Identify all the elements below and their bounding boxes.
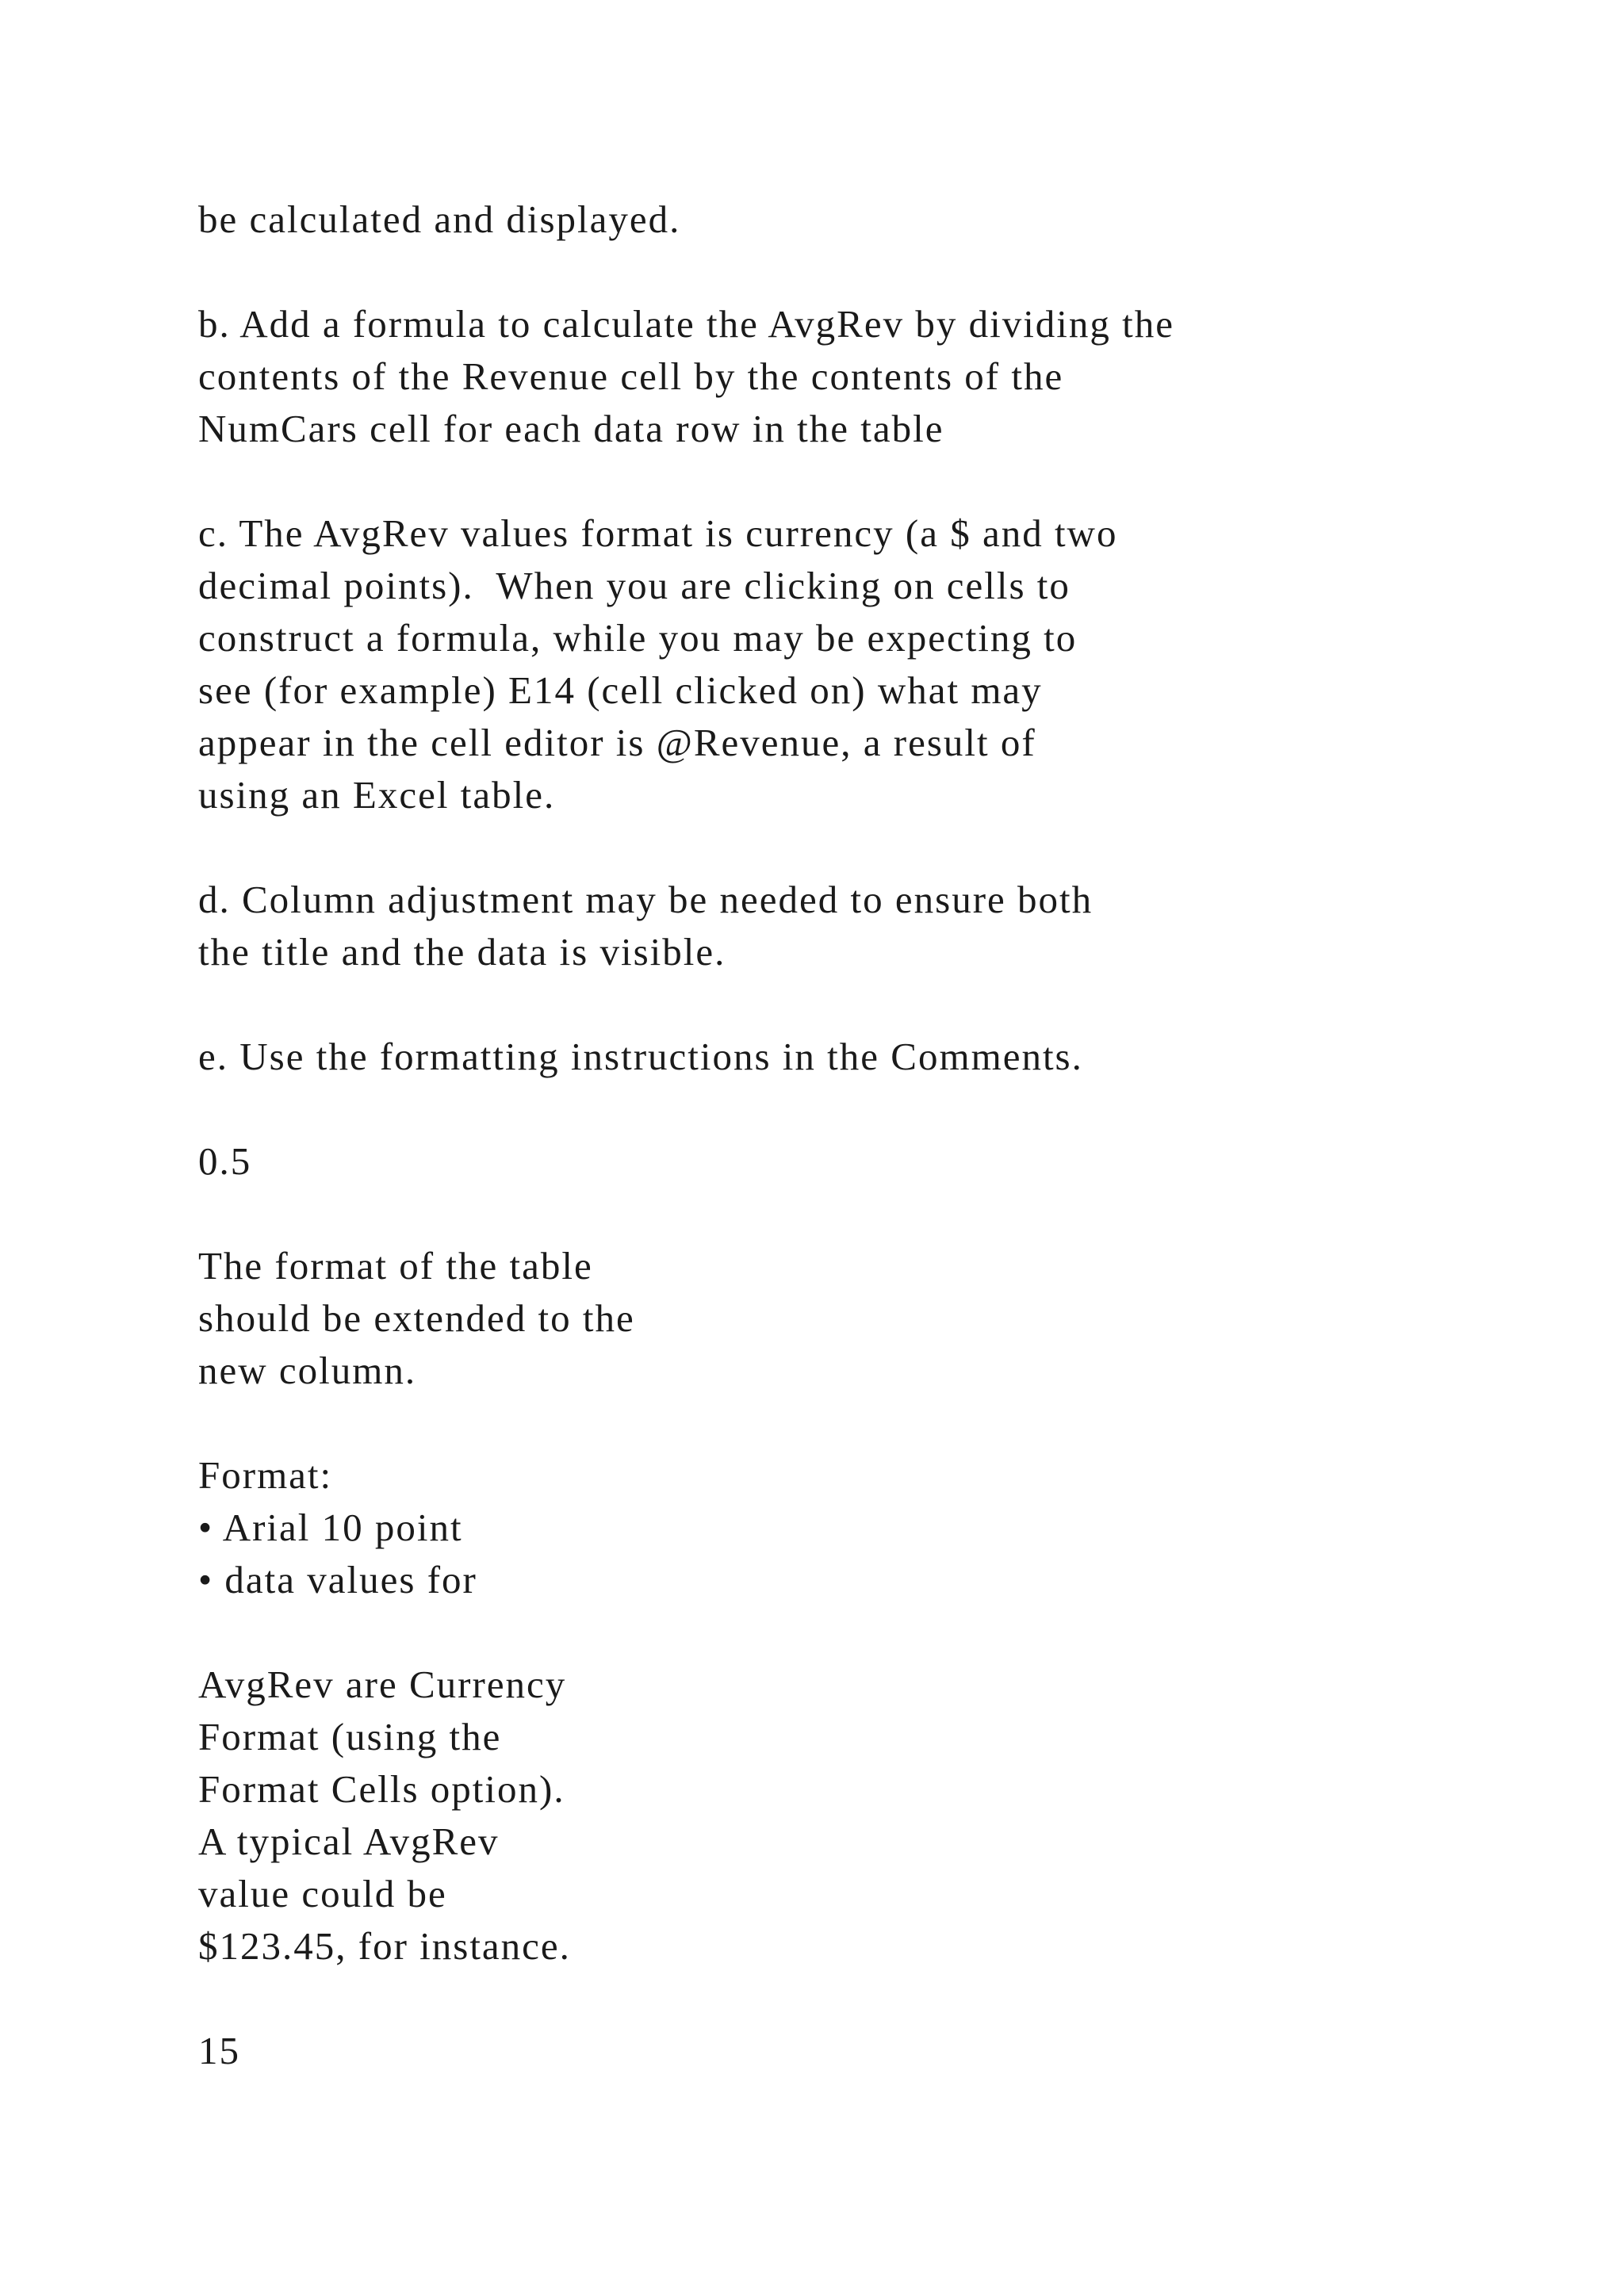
table-format-line-1: The format of the table (198, 1244, 593, 1288)
avgrev-line-3: Format Cells option). (198, 1767, 565, 1811)
item-c-line-3: construct a formula, while you may be expecting to (198, 616, 1078, 660)
points-value: 0.5 (198, 1139, 252, 1183)
avgrev-line-6: $123.45, for instance. (198, 1924, 571, 1968)
item-c-line-1: c. The AvgRev values format is currency (a $ and two (198, 511, 1118, 555)
avgrev-line-5: value could be (198, 1872, 447, 1915)
item-b-line-1: b. Add a formula to calculate the AvgRev by dividing the (198, 302, 1175, 346)
avgrev-line-4: A typical AvgRev (198, 1820, 500, 1863)
format-bullet-2: • data values for (198, 1558, 477, 1601)
table-format-line-3: new column. (198, 1349, 417, 1392)
item-d-line-1: d. Column adjustment may be needed to ensure both (198, 878, 1094, 921)
item-c-line-4: see (for example) E14 (cell clicked on) what may (198, 668, 1043, 712)
table-format-line-2: should be extended to the (198, 1296, 635, 1340)
avgrev-line-2: Format (using the (198, 1715, 502, 1758)
item-d-line-2: the title and the data is visible. (198, 930, 726, 974)
item-b-line-3: NumCars cell for each data row in the table (198, 407, 944, 450)
item-c-line-6: using an Excel table. (198, 773, 556, 817)
item-b-line-2: contents of the Revenue cell by the contents of the (198, 354, 1064, 398)
intro-line: be calculated and displayed. (198, 197, 681, 241)
format-bullet-1: • Arial 10 point (198, 1506, 463, 1549)
avgrev-line-1: AvgRev are Currency (198, 1663, 567, 1706)
item-e-line: e. Use the formatting instructions in the Comments. (198, 1035, 1083, 1078)
page-number: 15 (198, 2029, 240, 2072)
item-c-line-2: decimal points). When you are clicking on cells to (198, 564, 1071, 607)
format-heading: Format: (198, 1453, 333, 1497)
item-c-line-5: appear in the cell editor is @Revenue, a result of (198, 721, 1036, 764)
